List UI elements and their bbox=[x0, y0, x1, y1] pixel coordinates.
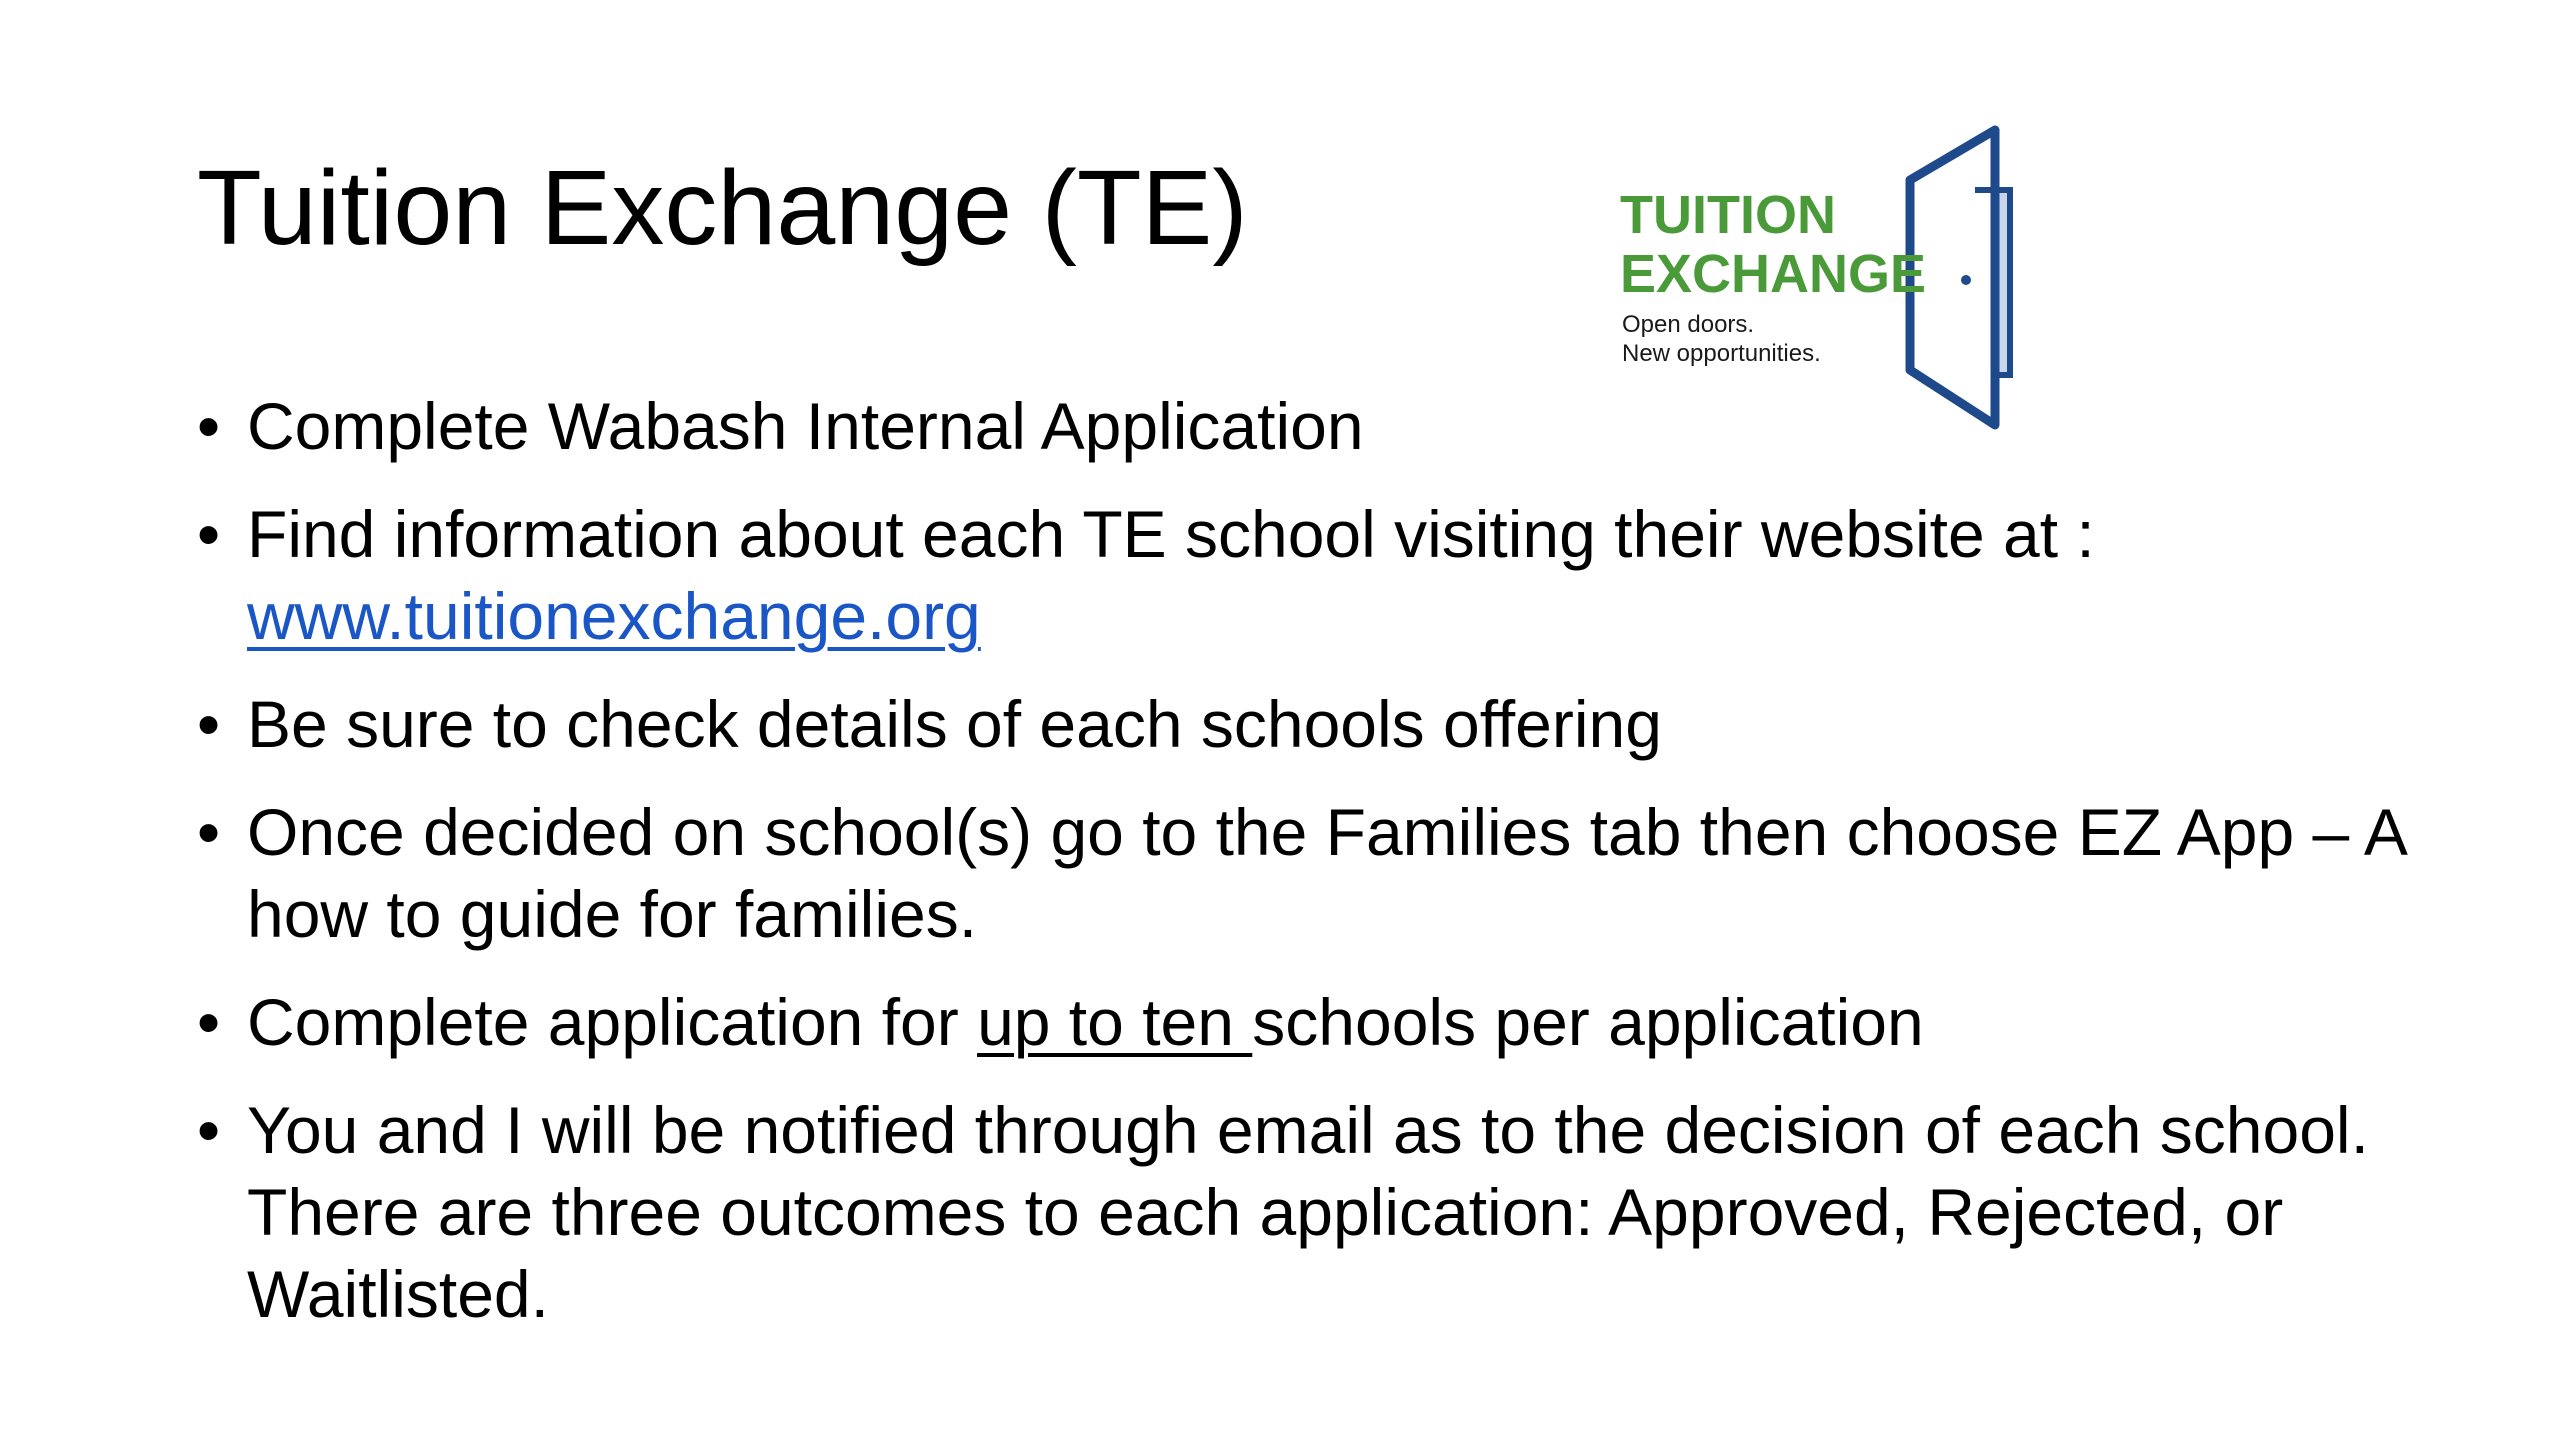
logo-tagline1: Open doors. bbox=[1622, 311, 1755, 338]
logo-line2: EXCHANGE bbox=[1620, 244, 1927, 304]
logo-tagline2: New opportunities. bbox=[1622, 340, 1821, 367]
slide-title: Tuition Exchange (TE) bbox=[197, 149, 1248, 267]
bullet-item bbox=[197, 981, 2437, 1063]
bullet-text: You and I will be notified through email as to the decision of each school. There are three outcomes to each application: Approved, Rejected, or Waitlisted. bbox=[247, 1093, 2369, 1331]
bullet-text: Complete Wabash Internal Application bbox=[247, 389, 1364, 463]
bullet-text-before: Complete application for bbox=[247, 985, 978, 1059]
tuition-exchange-link[interactable]: www.tuitionexchange.org bbox=[247, 579, 981, 653]
bullet-item bbox=[197, 1089, 2437, 1335]
bullet-item bbox=[197, 385, 2437, 467]
bullet-item bbox=[197, 791, 2437, 955]
bullet-item bbox=[197, 683, 2437, 765]
bullet-list bbox=[197, 385, 2437, 1361]
bullet-emphasis: up to ten bbox=[977, 985, 1253, 1059]
bullet-text: Be sure to check details of each schools offering bbox=[247, 687, 1662, 761]
bullet-text: Once decided on school(s) go to the Families tab then choose EZ App – A how to guide for families. bbox=[247, 795, 2405, 951]
bullet-item bbox=[197, 493, 2437, 657]
logo-line1: TUITION bbox=[1620, 185, 1836, 245]
bullet-text-after: schools per application bbox=[1252, 985, 1924, 1059]
bullet-text: Find information about each TE school visiting their website at : bbox=[247, 497, 2095, 571]
